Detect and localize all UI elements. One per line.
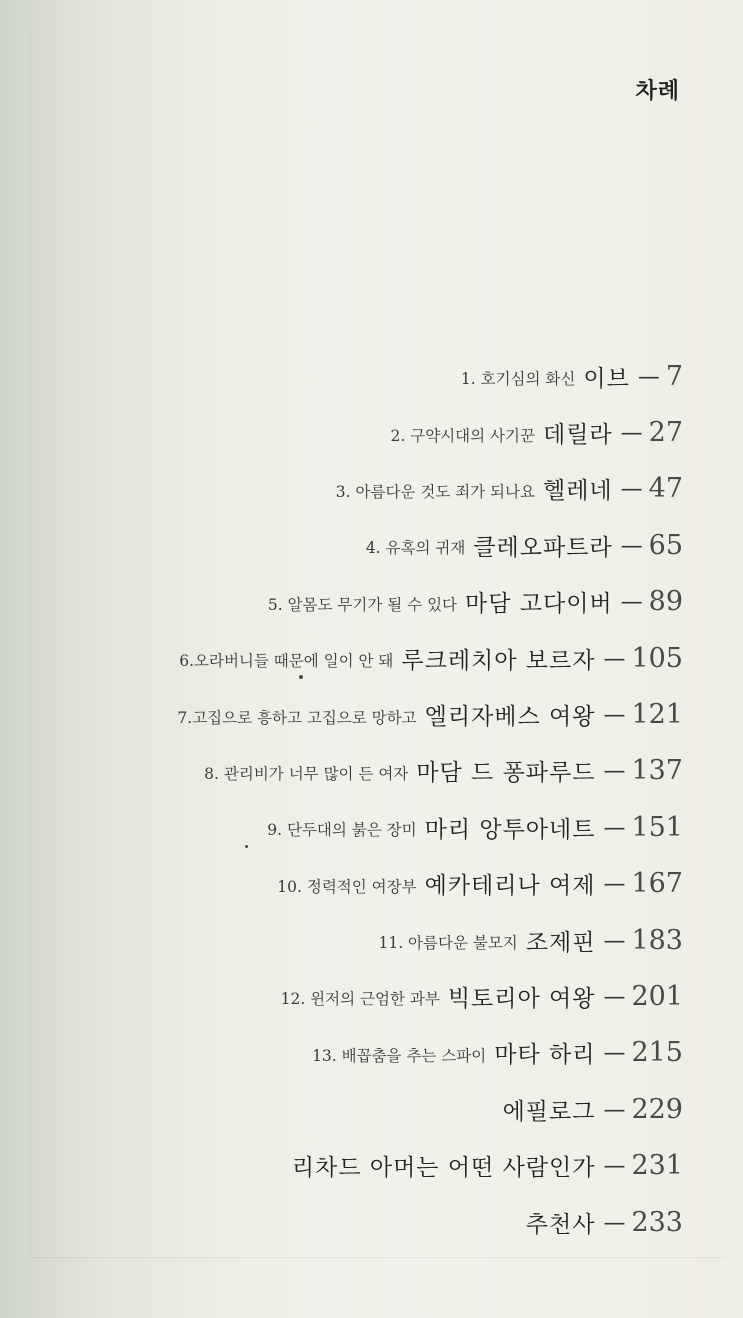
toc-entry-page-number: 231 bbox=[631, 1150, 683, 1182]
toc-entry-leader-dash: — bbox=[603, 1041, 626, 1067]
toc-entry-subtitle: 4. 유혹의 귀재 bbox=[365, 539, 466, 558]
toc-entry bbox=[177, 743, 683, 799]
toc-entry-name: 헬레네 bbox=[542, 478, 613, 505]
toc-entry-name: 클레오파트라 bbox=[473, 534, 613, 561]
toc-entry bbox=[177, 404, 683, 460]
toc-entry bbox=[177, 1025, 683, 1081]
toc-entry bbox=[177, 1194, 683, 1250]
toc-entry-page-number: 105 bbox=[631, 642, 683, 674]
toc-entry bbox=[177, 799, 683, 855]
toc-entry-name: 빅토리아 여왕 bbox=[447, 985, 596, 1012]
toc-entry-subtitle: 2. 구약시대의 사기꾼 bbox=[390, 426, 535, 445]
toc-entry-name: 루크레치아 보르자 bbox=[401, 647, 596, 674]
toc-entry-subtitle: 9. 단두대의 붉은 장미 bbox=[267, 821, 417, 840]
toc-entry-leader-dash: — bbox=[620, 590, 643, 616]
toc-entry-page-number: 167 bbox=[631, 868, 683, 900]
toc-entry-name: 마리 앙투아네트 bbox=[424, 816, 596, 843]
toc-entry-leader-dash: — bbox=[620, 477, 643, 503]
toc-entry-name: 예카테리나 여제 bbox=[424, 873, 596, 900]
toc-entry-leader-dash: — bbox=[620, 533, 643, 559]
page-title: 차례 bbox=[635, 79, 680, 104]
toc-entry-page-number: 47 bbox=[648, 473, 683, 505]
toc-entry-name: 마타 하리 bbox=[494, 1042, 596, 1069]
print-speck bbox=[299, 675, 303, 679]
toc-entry bbox=[177, 630, 683, 686]
toc-entry-page-number: 183 bbox=[631, 924, 683, 956]
toc-entry-name: 조제핀 bbox=[525, 929, 596, 956]
toc-entry-subtitle: 3. 아름다운 것도 죄가 되나요 bbox=[335, 482, 535, 501]
toc-entry bbox=[177, 1137, 683, 1193]
toc-entry bbox=[177, 574, 683, 630]
toc-entry bbox=[177, 686, 683, 742]
toc-entry-name: 마담 드 퐁파루드 bbox=[416, 760, 596, 787]
toc-entry-page-number: 89 bbox=[648, 586, 683, 618]
toc-entry-leader-dash: — bbox=[620, 421, 643, 447]
toc-entry-subtitle: 13. 배꼽춤을 추는 스파이 bbox=[312, 1046, 487, 1065]
toc-entry-name: 엘리자베스 여왕 bbox=[424, 704, 596, 731]
toc-entry-name: 추천사 bbox=[525, 1211, 596, 1238]
table-of-contents bbox=[177, 348, 683, 1250]
toc-entry bbox=[177, 1081, 683, 1137]
toc-entry-leader-dash: — bbox=[603, 815, 626, 841]
toc-entry-name: 리차드 아머는 어떤 사람인가 bbox=[291, 1155, 596, 1182]
toc-entry-leader-dash: — bbox=[603, 703, 626, 729]
toc-entry-subtitle: 1. 호기심의 화신 bbox=[460, 370, 576, 389]
toc-entry-subtitle: 7.고집으로 흥하고 고집으로 망하고 bbox=[177, 708, 417, 727]
toc-entry-page-number: 65 bbox=[648, 529, 683, 561]
toc-entry-leader-dash: — bbox=[603, 646, 626, 672]
toc-entry-subtitle: 5. 알몸도 무기가 될 수 있다 bbox=[267, 595, 458, 614]
toc-entry-subtitle: 6.오라버니들 때문에 일이 안 돼 bbox=[179, 652, 394, 671]
toc-entry-leader-dash: — bbox=[603, 759, 626, 785]
toc-entry-subtitle: 12. 윈저의 근엄한 과부 bbox=[280, 990, 440, 1009]
toc-entry bbox=[177, 968, 683, 1024]
toc-entry bbox=[177, 348, 683, 404]
toc-entry-subtitle: 11. 아름다운 불모지 bbox=[378, 934, 518, 953]
toc-entry bbox=[177, 912, 683, 968]
toc-entry-page-number: 151 bbox=[631, 811, 683, 843]
toc-entry-leader-dash: — bbox=[603, 1210, 626, 1236]
toc-entry-leader-dash: — bbox=[603, 872, 626, 898]
toc-entry-subtitle: 8. 관리비가 너무 많이 든 여자 bbox=[204, 764, 409, 783]
toc-entry-page-number: 7 bbox=[665, 360, 683, 392]
toc-entry-page-number: 233 bbox=[631, 1206, 683, 1238]
toc-entry-page-number: 121 bbox=[631, 699, 683, 731]
toc-entry-name: 마담 고다이버 bbox=[465, 591, 613, 618]
print-speck bbox=[245, 845, 248, 848]
toc-entry-leader-dash: — bbox=[603, 1097, 626, 1123]
toc-entry-name: 에필로그 bbox=[502, 1098, 596, 1125]
toc-entry-page-number: 201 bbox=[631, 980, 683, 1012]
toc-entry bbox=[177, 461, 683, 517]
toc-entry-page-number: 137 bbox=[631, 755, 683, 787]
toc-entry bbox=[177, 856, 683, 912]
toc-entry-name: 데릴라 bbox=[542, 422, 613, 449]
toc-entry-leader-dash: — bbox=[603, 984, 626, 1010]
toc-entry bbox=[177, 517, 683, 573]
toc-entry-leader-dash: — bbox=[603, 1154, 626, 1180]
toc-entry-page-number: 27 bbox=[648, 417, 683, 449]
toc-entry-page-number: 229 bbox=[631, 1093, 683, 1125]
toc-entry-name: 이브 bbox=[583, 365, 630, 392]
toc-entry-leader-dash: — bbox=[603, 928, 626, 954]
toc-entry-page-number: 215 bbox=[631, 1037, 683, 1069]
toc-entry-leader-dash: — bbox=[637, 364, 660, 390]
toc-entry-subtitle: 10. 정력적인 여장부 bbox=[277, 877, 417, 896]
